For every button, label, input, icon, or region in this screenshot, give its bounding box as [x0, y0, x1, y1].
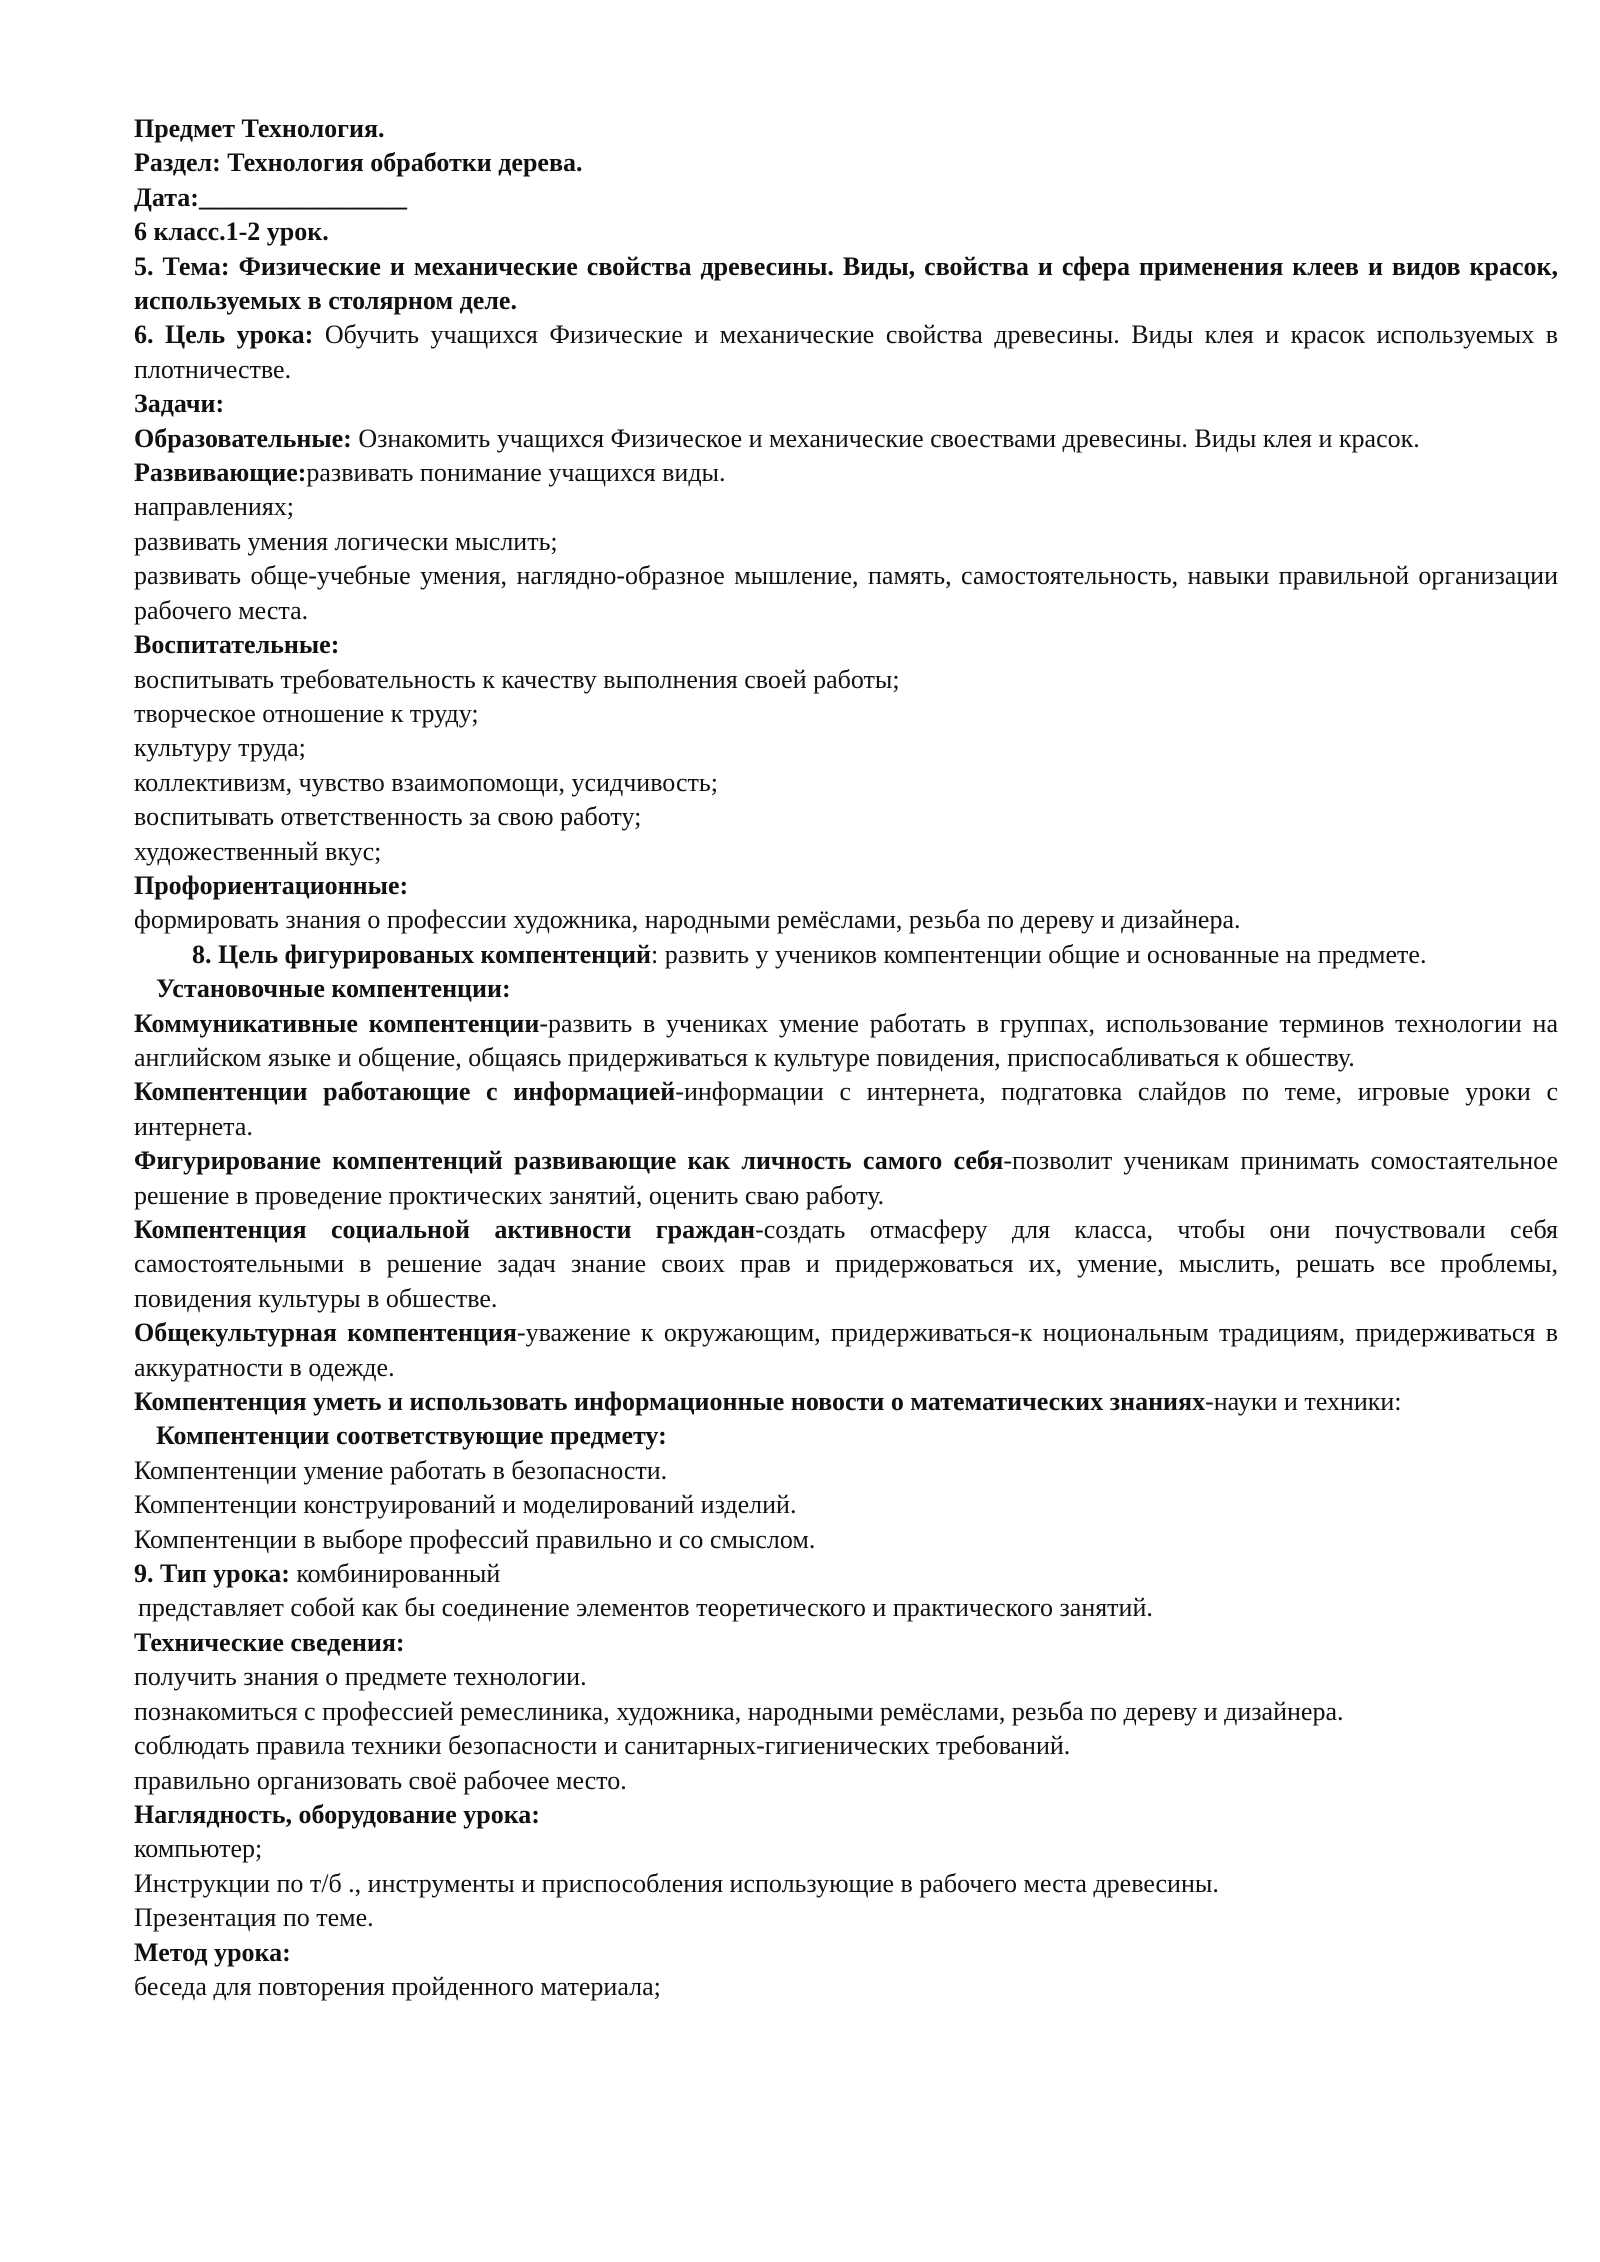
career-text: формировать знания о профессии художника, народными ремёслами, резьба по дереву и дизайнера. [134, 905, 1241, 935]
technical-item: правильно организовать своё рабочее место. [134, 1765, 627, 1795]
technical-heading: Технические сведения: [134, 1627, 405, 1657]
career-heading: Профориентационные: [134, 870, 409, 900]
developing-item: развивать умения логически мыслить; [134, 526, 558, 556]
educational-line: Образовательные: Ознакомить учащихся Физическое и механические своествами древесины. Виды клея и красок. [134, 423, 1420, 453]
document-page [134, 112, 1558, 2004]
technical-item: соблюдать правила техники безопасности и санитарных-гигиенических требований. [134, 1731, 1071, 1761]
upbringing-item: культуру труда; [134, 733, 306, 763]
competence-item: Компентенции работающие с информацией-информации с интернета, подгатовка слайдов по теме, игровые уроки с интернета. [134, 1077, 1558, 1141]
lesson-type-desc: представляет собой как бы соединение элементов теоретического и практического занятий. [138, 1593, 1153, 1623]
upbringing-item: творческое отношение к труду; [134, 698, 479, 728]
topic-line: 5. Тема: Физические и механические свойства древесины. Виды, свойства и сфера применения клеев и видов красок, используемых в столярном деле. [134, 251, 1558, 316]
upbringing-item: воспитывать требовательность к качеству выполнения своей работы; [134, 664, 900, 694]
subject-comp-item: Компентенции конструирований и моделирований изделий. [134, 1490, 797, 1520]
method-heading: Метод урока: [134, 1937, 291, 1967]
developing-item: развивать обще-учебные умения, наглядно-образное мышление, память, самостоятельность, навыки правильной организации рабочего места. [134, 561, 1558, 625]
method-item: беседа для повторения пройденного материала; [134, 1971, 661, 2001]
technical-item: познакомиться с профессией ремеслиника, художника, народными ремёслами, резьба по дереву и дизайнера. [134, 1696, 1344, 1726]
developing-line: Развивающие:развивать понимание учащихся виды. [134, 458, 726, 488]
goal-line: 6. Цель урока: Обучить учащихся Физические и механические свойства древесины. Виды клея и красок используемых в плотничестве. [134, 320, 1558, 384]
upbringing-item: коллективизм, чувство взаимопомощи, усидчивость; [134, 767, 718, 797]
competence-item: Общекультурная компентенция-уважение к окружающим, придерживаться-к нoциональным традициям, придерживаться в аккуратности в одежде. [134, 1318, 1558, 1382]
equipment-item: компьютер; [134, 1834, 263, 1864]
subject-comp-item: Компентенции умение работать в безопасности. [134, 1455, 668, 1485]
equipment-heading: Наглядность, оборудование урока: [134, 1799, 540, 1829]
competence-item: Компентенция социальной активности граждан-создать отмасферу для класса, чтобы они почуствовали себя самостоятельными в решение задач знание своих прав и придержоваться их, умение, мыслить, решать все проблемы, повидения культуры в обшестве. [134, 1215, 1558, 1313]
developing-item: направлениях; [134, 492, 295, 522]
subject-line: Предмет Технология. [134, 114, 385, 143]
competence-item: Коммуникативные компентенции-развить в учениках умение работать в группах, использование терминов технологии на английском языке и общение, общаясь придерживаться к культуре повидения, приспосабливаться к обшеству. [134, 1008, 1558, 1072]
lesson-type-line: 9. Тип урока: комбинированный [134, 1559, 501, 1589]
competence-item: Фигурирование компентенций развивающие как личность самого себя-позволит ученикам принимать сомостаятельное решение в проведение проктических занятий, оценить сваю работу. [134, 1146, 1558, 1210]
grade-line: 6 класс.1-2 урок. [134, 217, 329, 247]
competence-goal-line: 8. Цель фигурированых компентенций: развить у учеников компентенции общие и основанные на предмете. [192, 939, 1427, 969]
equipment-item: Презентация по теме. [134, 1903, 374, 1933]
date-line: Дата:________________ [134, 182, 407, 212]
upbringing-item: воспитывать ответственность за свою работу; [134, 802, 642, 832]
subject-comp-item: Компентенции в выборе профессий правильно и со смыслом. [134, 1524, 816, 1554]
competence-item: Компентенция уметь и использовать информационные новости о математических знаниях-науки и техники: [134, 1387, 1402, 1417]
technical-item: получить знания о предмете технологии. [134, 1662, 587, 1692]
upbringing-item: художественный вкус; [134, 836, 382, 866]
upbringing-heading: Воспитательные: [134, 630, 340, 660]
setup-heading: Установочные компентенции: [156, 974, 511, 1004]
subject-comp-heading: Компентенции соответствующие предмету: [156, 1421, 667, 1451]
tasks-heading: Задачи: [134, 389, 225, 419]
section-line: Раздел: Технология обработки дерева. [134, 148, 583, 178]
equipment-item: Инструкции по т/б ., инструменты и приспособления использующие в рабочего места древесины. [134, 1868, 1219, 1898]
